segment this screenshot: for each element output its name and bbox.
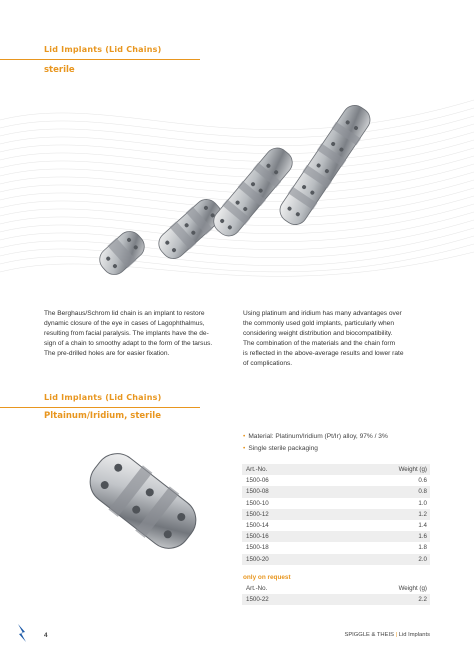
section-subtitle: Pltainum/Iridium, sterile — [44, 411, 161, 421]
cell-art-no: 1500-12 — [242, 509, 328, 520]
table-row — [242, 554, 430, 565]
header-art-no: Art.-No. — [246, 585, 268, 593]
cell-weight: 0.6 — [418, 477, 427, 485]
header-weight: Weight (g) — [328, 464, 430, 475]
cell-art-no: 1500-14 — [246, 522, 269, 530]
cell-art-no: 1500-16 — [242, 531, 328, 542]
page-subtitle: sterile — [44, 65, 75, 75]
bullet-dot-icon: • — [243, 433, 246, 440]
footer-company: SPIGGLE & THEIS — [344, 632, 394, 638]
intro-right-line: is reflected in the above-average results and lower rate — [243, 350, 404, 357]
cell-weight: 0.8 — [328, 486, 430, 497]
intro-right-line: considering weight distribution and biocompatibility. — [243, 330, 393, 337]
intro-left-line: The Berghaus/Schrom lid chain is an implant to restore — [44, 310, 205, 317]
footer-separator: | — [395, 632, 398, 638]
table-row — [242, 475, 430, 486]
on-request-table — [242, 583, 430, 605]
implant-large — [208, 143, 298, 242]
intro-left — [44, 309, 234, 359]
table-header-row — [242, 583, 430, 594]
intro-right-line: Using platinum and iridium has many advantages over — [243, 310, 402, 317]
cell-weight: 2.0 — [328, 554, 430, 565]
cell-weight: 2.2 — [328, 594, 430, 605]
intro-left-line: sign of a chain to smoothy adapt to the form of the tarsus. — [44, 340, 213, 347]
intro-right-line: The combination of the materials and the chain form — [243, 340, 396, 347]
table-header-row — [242, 464, 430, 475]
cell-weight: 1.8 — [418, 544, 427, 552]
cell-weight: 1.4 — [418, 522, 427, 530]
lid-chain-implants-image — [0, 0, 474, 310]
table-row — [242, 531, 430, 542]
weight-table — [242, 464, 430, 565]
section-title: Lid Implants (Lid Chains) — [44, 393, 162, 402]
lid-chain-product-image — [78, 446, 208, 561]
cell-art-no: 1500-10 — [246, 499, 269, 507]
intro-right-line: the commonly used gold implants, particularly when — [243, 320, 394, 327]
table-row — [242, 520, 430, 531]
table-row — [242, 486, 430, 497]
page-number: 4 — [44, 632, 48, 639]
cell-weight: 1.6 — [328, 531, 430, 542]
cell-weight: 1.2 — [328, 509, 430, 520]
cell-art-no: 1500-20 — [242, 554, 328, 565]
bullet-dot-icon: • — [243, 445, 246, 452]
table-row — [242, 498, 430, 509]
cell-art-no: 1500-08 — [242, 486, 328, 497]
intro-left-line: The pre-drilled holes are for easier fixation. — [44, 350, 170, 357]
table-row — [242, 542, 430, 553]
header-weight: Weight (g) — [398, 585, 427, 593]
intro-right-line: of complications. — [243, 360, 293, 367]
footer-text — [318, 632, 430, 638]
bullet-material: • Material: Platinum/Iridium (Pt/Ir) alloy, 97% / 3% — [243, 433, 388, 440]
intro-left-line: resulting from facial paralysis. The implants have the de- — [44, 330, 209, 337]
cell-art-no: 1500-18 — [246, 544, 269, 552]
on-request-label: only on request — [243, 574, 291, 581]
bullet-packaging: • Single sterile packaging — [243, 445, 318, 452]
footer-section: Lid Implants — [398, 632, 430, 638]
intro-left-line: dynamic closure of the eye in cases of Lagophthalmus, — [44, 320, 205, 327]
page-title: Lid Implants (Lid Chains) — [44, 45, 162, 54]
section-divider — [0, 407, 200, 408]
header-art-no: Art.-No. — [242, 464, 328, 475]
table-row — [242, 509, 430, 520]
cell-weight: 1.0 — [418, 499, 427, 507]
implant-small — [94, 226, 150, 280]
cell-art-no: 1500-06 — [246, 477, 269, 485]
cell-art-no: 1500-22 — [242, 594, 328, 605]
intro-right — [243, 309, 435, 369]
implant-medium — [153, 194, 227, 264]
company-logo-icon — [15, 622, 29, 644]
table-row — [242, 594, 430, 605]
